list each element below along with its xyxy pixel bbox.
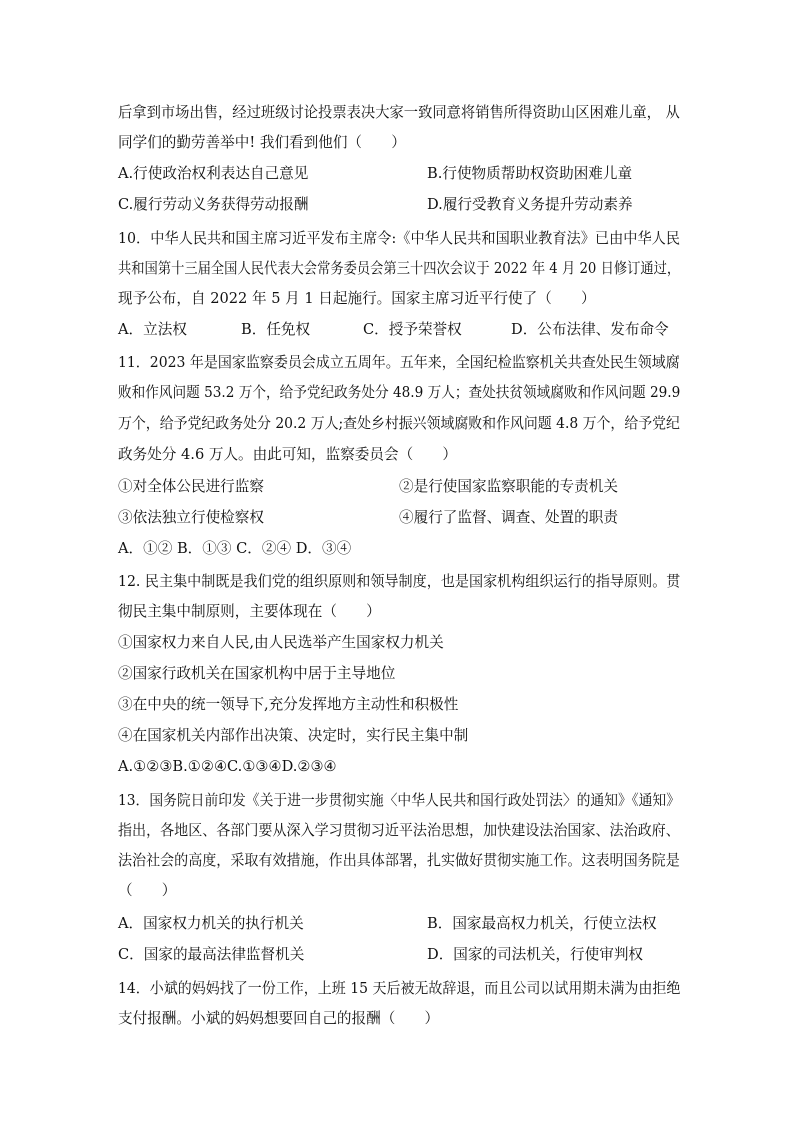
q13-option-d: D．国家的司法机关，行使审判权 — [427, 946, 644, 963]
q14-stem-line-2: 支付报酬。小斌的妈妈想要回自己的报酬（ ） — [118, 1010, 440, 1027]
q11-statement-1: ①对全体公民进行监察 — [118, 478, 264, 495]
q11-statement-3: ③依法独立行使检察权 — [118, 509, 264, 526]
q12-stem-line-2: 彻民主集中制原则，主要体现在（ ） — [118, 603, 381, 620]
q9-option-c: C.履行劳动义务获得劳动报酬 — [118, 196, 309, 213]
q10-option-b: B．任免权 — [241, 321, 311, 338]
q11-stem-line-2: 败和作风问题 53.2 万个，给予党纪政务处分 48.9 万人；查处扶贫领域腐败和作风问题 29.9 — [118, 384, 681, 401]
q12-statement-4: ④在国家机关内部作出决策、决定时，实行民主集中制 — [118, 727, 469, 744]
q9-stem-line-2: 同学们的勤劳善举中! 我们看到他们（ ） — [118, 134, 406, 151]
q12-statement-1: ①国家权力来自人民,由人民选举产生国家权力机关 — [118, 634, 444, 651]
q10-stem-line-3: 现予公布，自 2022 年 5 月 1 日起施行。国家主席习近平行使了（ ） — [118, 290, 596, 307]
q10-option-c: C．授予荣誉权 — [363, 321, 462, 338]
q10-stem-line-2: 共和国第十三届全国人民代表大会常务委员会第三十四次会议于 2022 年 4 月 20 日修订通过， — [118, 260, 681, 277]
q9-option-b: B.行使物质帮助权资助困难儿童 — [427, 165, 633, 182]
q13-option-a: A．国家权力机关的执行机关 — [118, 915, 304, 932]
q11-stem-line-1: 11．2023 年是国家监察委员会成立五周年。五年来，全国纪检监察机关共查处民生领域腐 — [118, 354, 680, 371]
q13-stem-line-2: 指出，各地区、各部门要从深入学习贯彻习近平法治思想，加快建设法治国家、法治政府、 — [118, 822, 680, 839]
q11-options: A．①② B．①③ C．②④ D．③④ — [118, 540, 352, 557]
q10-option-a: A．立法权 — [118, 321, 187, 338]
q11-statement-4: ④履行了监督、调查、处置的职责 — [399, 509, 618, 526]
q11-stem-line-3: 万个，给予党纪政务处分 20.2 万人;查处乡村振兴领域腐败和作风问题 4.8 万个，给予党纪 — [118, 415, 680, 432]
q14-stem-line-1: 14．小斌的妈妈找了一份工作，上班 15 天后被无故辞退，而且公司以试用期未满为由拒绝 — [118, 980, 681, 997]
q9-option-d: D.履行受教育义务提升劳动素养 — [427, 196, 633, 213]
q12-statement-2: ②国家行政机关在国家机构中居于主导地位 — [118, 665, 396, 682]
q12-statement-3: ③在中央的统一领导下,充分发挥地方主动性和积极性 — [118, 696, 459, 713]
q13-stem-line-3: 法治社会的高度，采取有效措施，作出具体部署，扎实做好贯彻实施工作。这表明国务院是 — [118, 852, 680, 869]
q13-option-c: C．国家的最高法律监督机关 — [118, 946, 305, 963]
q12-stem-line-1: 12. 民主集中制既是我们党的组织原则和领导制度，也是国家机构组织运行的指导原则。贯 — [118, 573, 681, 590]
q9-stem-line-1: 后拿到市场出售，经过班级讨论投票表决大家一致同意将销售所得资助山区困难儿童， 从 — [118, 104, 680, 121]
q9-option-a: A.行使政治权利表达自己意见 — [118, 165, 309, 182]
q10-stem-line-1: 10．中华人民共和国主席习近平发布主席令:《中华人民共和国职业教育法》已由中华人民 — [118, 230, 681, 247]
q10-option-d: D．公布法律、发布命令 — [511, 321, 669, 338]
q11-stem-line-4: 政务处分 4.6 万人。由此可知，监察委员会（ ） — [118, 446, 457, 463]
q13-stem-line-1: 13．国务院日前印发《关于进一步贯彻实施〈中华人民共和国行政处罚法〉的通知》《通知》 — [118, 792, 681, 809]
q12-options: A.①②③B.①②④C.①③④D.②③④ — [118, 758, 337, 775]
q13-option-b: B．国家最高权力机关，行使立法权 — [427, 915, 657, 932]
q13-stem-line-4: （ ） — [118, 882, 177, 899]
q11-statement-2: ②是行使国家监察职能的专责机关 — [399, 478, 618, 495]
